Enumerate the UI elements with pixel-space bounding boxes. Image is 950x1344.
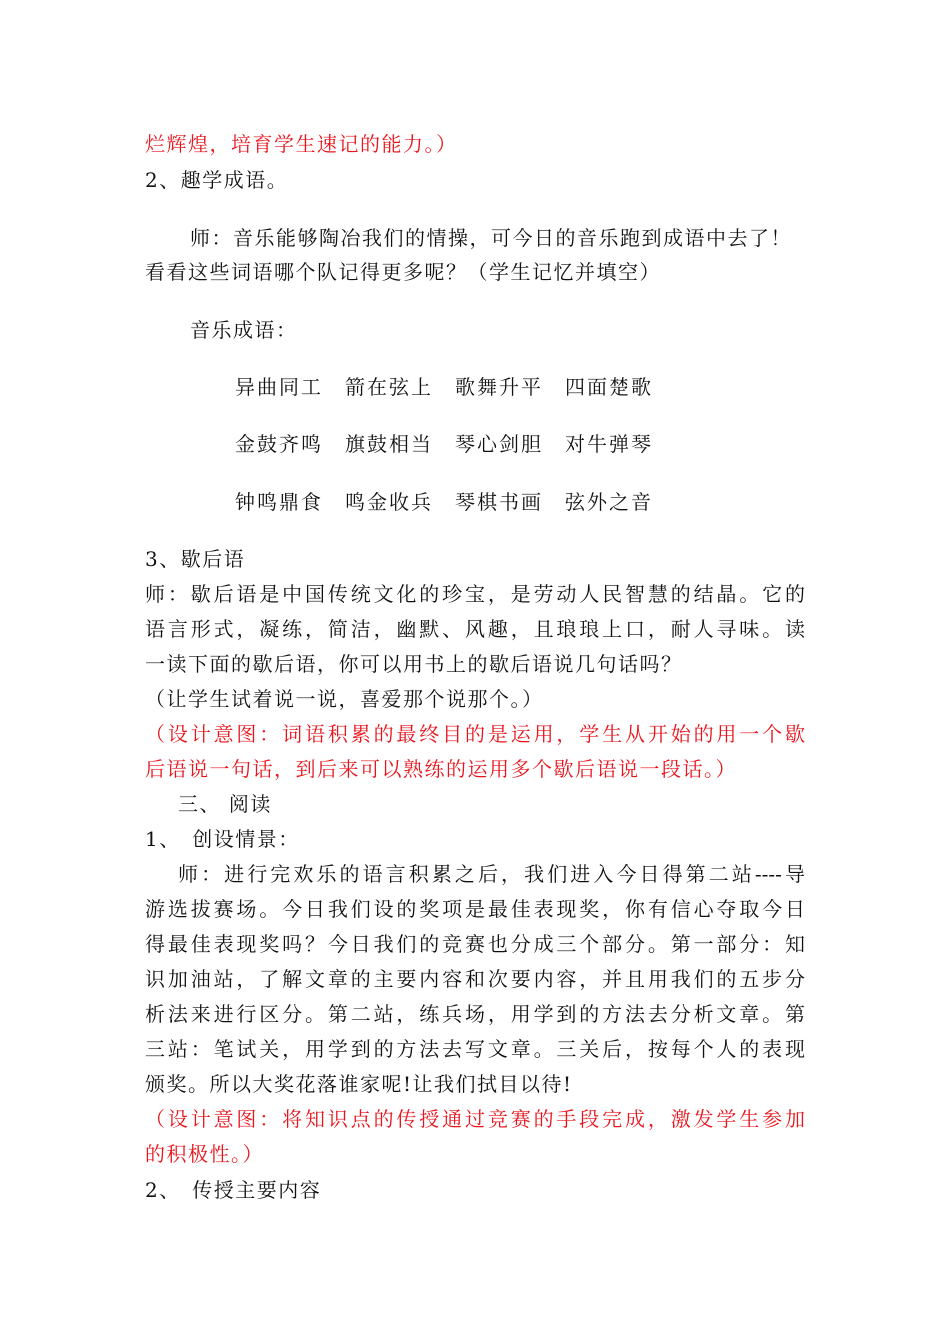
section-heading-reading: 三、 阅读 [178, 792, 272, 816]
teacher-speech-line: 语言形式，凝练，简洁，幽默、风趣，且琅琅上口，耐人寻味。读 [145, 617, 805, 641]
idiom-row [235, 429, 675, 459]
design-note: 的积极性。） [145, 1142, 264, 1166]
teacher-speech-line: 师：歇后语是中国传统文化的珍宝，是劳动人民智慧的结晶。它的 [145, 582, 805, 606]
design-note: （设计意图：将知识点的传授通过竞赛的手段完成，激发学生参加 [145, 1107, 805, 1131]
idiom: 钟鸣鼎食 [235, 490, 323, 514]
teacher-speech-line: 识加油站，了解文章的主要内容和次要内容，并且用我们的五步分 [145, 967, 805, 991]
idiom: 琴心剑胆 [455, 432, 543, 456]
idiom: 金鼓齐鸣 [235, 432, 323, 456]
teacher-speech-line: 游选拔赛场。今日我们设的奖项是最佳表现奖，你有信心夺取今日 [145, 897, 805, 921]
teacher-speech-line: 三站：笔试关，用学到的方法去写文章。三关后，按每个人的表现 [145, 1037, 805, 1061]
section-heading-xiehouyu: 3、歇后语 [145, 547, 246, 571]
idiom: 对牛弹琴 [565, 432, 653, 456]
teacher-speech-line: 析法来进行区分。第二站，练兵场，用学到的方法去分析文章。第 [145, 1002, 805, 1026]
teacher-speech-line: 颁奖。所以大奖花落谁家呢!让我们拭目以待! [145, 1072, 573, 1096]
subsection-heading: 2、 传授主要内容 [145, 1178, 322, 1202]
idiom-row [235, 487, 675, 517]
idiom: 琴棋书画 [455, 490, 543, 514]
design-note-tail: 烂辉煌，培育学生速记的能力。） [145, 132, 458, 156]
idiom: 箭在弦上 [345, 375, 433, 399]
idiom: 鸣金收兵 [345, 490, 433, 514]
teacher-speech-line: 一读下面的歇后语，你可以用书上的歇后语说几句话吗？ [145, 652, 683, 676]
section-heading-idioms: 2、趣学成语。 [145, 168, 289, 192]
idiom: 四面楚歌 [565, 375, 653, 399]
idiom: 歌舞升平 [455, 375, 543, 399]
idiom-row [235, 372, 675, 402]
design-note: 后语说一句话，到后来可以熟练的运用多个歇后语说一段话。） [145, 757, 737, 781]
teacher-speech-line: 师：音乐能够陶冶我们的情操，可今日的音乐跑到成语中去了！ [190, 226, 792, 250]
idiom: 异曲同工 [235, 375, 323, 399]
idiom-list-label: 音乐成语： [190, 318, 298, 342]
design-note: （设计意图：词语积累的最终目的是运用，学生从开始的用一个歇 [145, 722, 805, 746]
teacher-speech-line: 看看这些词语哪个队记得更多呢？（学生记忆并填空） [145, 260, 661, 284]
activity-note: （让学生试着说一说，喜爱那个说那个。） [145, 687, 544, 711]
subsection-heading: 1、 创设情景： [145, 827, 300, 851]
idiom: 旗鼓相当 [345, 432, 433, 456]
teacher-speech-line: 得最佳表现奖吗？今日我们的竞赛也分成三个部分。第一部分：知 [145, 932, 805, 956]
idiom: 弦外之音 [565, 490, 653, 514]
teacher-speech-line: 师：进行完欢乐的语言积累之后，我们进入今日得第二站----导 [178, 862, 805, 886]
